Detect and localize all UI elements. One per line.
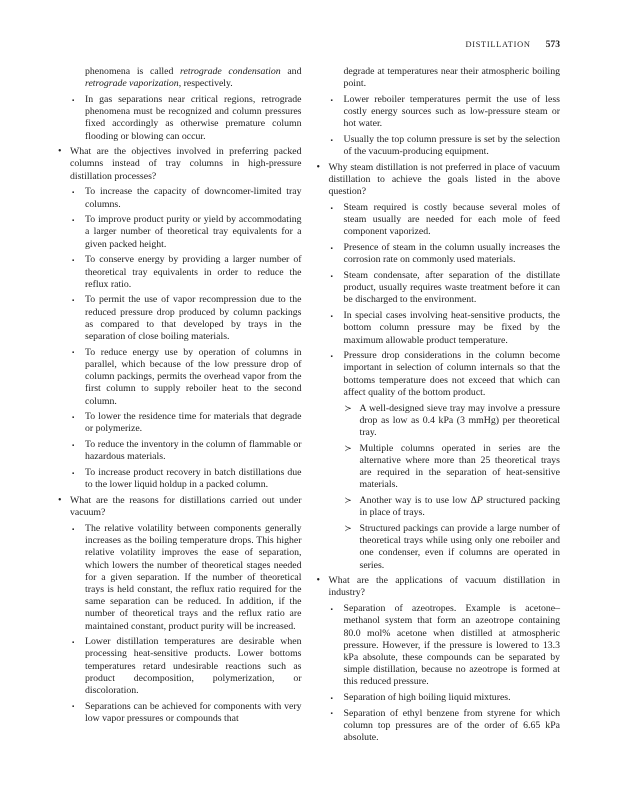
bullet-marker: ▪ xyxy=(72,216,75,224)
bullet-marker: ▪ xyxy=(330,352,333,360)
bullet-marker: ≻ xyxy=(344,496,352,506)
bullet-marker: ▪ xyxy=(330,136,333,144)
item-text: To increase product recovery in batch distillations due to the lower liquid holdup in a packed column. xyxy=(85,467,302,491)
bullet-marker: ▪ xyxy=(72,188,75,196)
bullet-marker: ▪ xyxy=(72,413,75,421)
list-item xyxy=(57,146,302,183)
list-item xyxy=(316,692,561,704)
list-item xyxy=(316,66,561,90)
bullet-marker: ▪ xyxy=(330,312,333,320)
list-item xyxy=(316,575,561,599)
list-item xyxy=(316,270,561,307)
bullet-marker: ≻ xyxy=(344,403,352,414)
item-text: To conserve energy by providing a larger number of theoretical tray equivalents in order to reduce the reflux ratio. xyxy=(85,254,302,290)
item-text: Separation of high boiling liquid mixtures. xyxy=(343,692,511,704)
list-item xyxy=(316,310,561,347)
bullet-marker: ≻ xyxy=(344,443,352,454)
bullet-marker: • xyxy=(58,495,62,506)
bullet-marker: ▪ xyxy=(330,96,333,104)
bullet-marker: ▪ xyxy=(72,703,75,711)
item-text: To reduce the inventory in the column of flammable or hazardous materials. xyxy=(85,439,302,463)
bullet-marker: ▪ xyxy=(72,525,75,533)
item-text: Separation of ethyl benzene from styrene for which column top pressures are of the order of 6.65 kPa absolute. xyxy=(343,707,560,744)
right-column xyxy=(316,66,561,744)
list-item xyxy=(316,495,561,519)
bullet-marker: ▪ xyxy=(72,256,75,264)
item-text: degrade at temperatures near their atmospheric boiling point. xyxy=(343,66,560,90)
item-text: What are the applications of vacuum distillation in industry? xyxy=(328,575,560,599)
list-item xyxy=(316,523,561,572)
item-text: To reduce energy use by operation of columns in parallel, which because of the low pressure drop of column packings, permits the overhead vapor from the first column to supply reboiler heat to the second column. xyxy=(85,346,302,407)
bullet-marker: ▪ xyxy=(72,441,75,449)
list-item xyxy=(57,636,302,697)
list-item xyxy=(316,162,561,199)
item-text: Why steam distillation is not preferred in place of vacuum distillation to achieve the goals listed in the above question? xyxy=(328,161,560,198)
list-item xyxy=(316,202,561,239)
item-text: To lower the residence time for materials that degrade or polymerize. xyxy=(85,411,302,435)
item-text: What are the reasons for distillations carried out under vacuum? xyxy=(70,495,302,519)
list-item xyxy=(57,411,302,435)
list-item xyxy=(57,495,302,519)
bullet-marker: ▪ xyxy=(330,694,333,702)
list-item xyxy=(316,708,561,745)
list-item xyxy=(57,467,302,491)
bullet-marker: ▪ xyxy=(72,349,75,357)
list-item xyxy=(316,603,561,688)
bullet-marker: ▪ xyxy=(72,297,75,305)
two-column-body xyxy=(57,66,560,744)
item-text: What are the objectives involved in preferring packed columns instead of tray columns in high-pressure distillation processes? xyxy=(70,146,302,182)
list-item xyxy=(316,94,561,131)
list-item xyxy=(57,439,302,463)
item-text: A well-designed sieve tray may involve a pressure drop as low as 0.4 kPa (3 mmHg) per theoretical tray. xyxy=(359,402,560,438)
bullet-marker: • xyxy=(316,161,321,173)
item-text: The relative volatility between components generally increases as the boiling temperature drops. This higher relative volatility improves the ease of separation, which lowers the number of theoretical stages needed for a given separation. If the number of theoretical trays is held constant, the reflux ratio required for the same separation can be reduced. In addition, if the number of theoretical trays and the reflux ratio are maintained constant, product purity will be increased. xyxy=(85,522,302,632)
item-text: To improve product purity or yield by accommodating a larger number of theoretical tray equivalents for a given packed height. xyxy=(85,214,302,250)
list-item xyxy=(57,701,302,725)
item-text: In gas separations near critical regions, retrograde phenomena must be recognized and column pressures fixed accordingly as otherwise premature column flooding or blowing can occur. xyxy=(85,93,302,142)
item-text: Steam required is costly because several moles of steam usually are needed for each mole of feed component vaporized. xyxy=(343,202,560,238)
item-text: Separation of azeotropes. Example is acetone–methanol system that form an azeotrope containing 80.0 mol% acetone when distilled at atmospheric pressure. However, if the pressure is lowered to 13.3 kPa absolute, these compounds can be separated by simple distillation, because no azeotrope is formed at this reduced pressure. xyxy=(343,603,560,688)
list-item xyxy=(57,214,302,251)
bullet-marker: ▪ xyxy=(330,605,333,613)
item-text: Pressure drop considerations in the column become important in selection of column internals so that the bottoms temperature does not exceed that which can affect quality of the bottom product. xyxy=(343,350,560,398)
item-text: Usually the top column pressure is set by the selection of the vacuum-producing equipment. xyxy=(343,134,560,158)
item-text: Steam condensate, after separation of the distillate product, usually requires waste treatment before it can be discharged to the environment. xyxy=(343,270,560,306)
bullet-marker: ▪ xyxy=(72,469,75,477)
item-text: Lower distillation temperatures are desirable when processing heat-sensitive products. Lower bottoms temperatures retard undesirable reactions such as product decomposition, polymerization, or discoloration. xyxy=(85,636,302,697)
list-item xyxy=(316,443,561,492)
bullet-marker: • xyxy=(58,146,62,158)
list-item xyxy=(57,66,302,90)
bullet-marker: ▪ xyxy=(330,710,333,718)
item-text: To increase the capacity of downcomer-limited tray columns. xyxy=(85,186,302,210)
running-head: DISTILLATION xyxy=(465,40,531,49)
page-header xyxy=(57,40,560,50)
list-item xyxy=(57,186,302,210)
item-text: Multiple columns operated in series are the alternative where more than 25 theoretical trays are required in the separation of heat-sensitive materials. xyxy=(359,442,560,491)
list-item xyxy=(57,294,302,343)
bullet-marker: ▪ xyxy=(72,638,75,646)
bullet-marker: • xyxy=(316,575,321,587)
list-item xyxy=(57,94,302,143)
list-item xyxy=(316,134,561,158)
bullet-marker: ▪ xyxy=(330,244,333,252)
list-item xyxy=(57,523,302,633)
item-text: Lower reboiler temperatures permit the use of less costly energy sources such as low-pressure steam or hot water. xyxy=(343,93,560,130)
bullet-marker: ≻ xyxy=(344,523,352,534)
item-text: To permit the use of vapor recompression due to the reduced pressure drop produced by column packings as compared to that developed by trays in the separation of close boiling materials. xyxy=(85,294,302,343)
item-text: phenomena is called retrograde condensation and retrograde vaporization, respectively. xyxy=(85,66,302,90)
item-text: In special cases involving heat-sensitive products, the bottom column pressure may be fixed by the maximum allowable product temperature. xyxy=(343,310,560,346)
page-number: 573 xyxy=(545,39,560,50)
item-text: Presence of steam in the column usually increases the corrosion rate on commonly used materials. xyxy=(343,242,560,266)
list-item xyxy=(57,254,302,291)
item-text: Separations can be achieved for components with very low vapor pressures or compounds that xyxy=(85,700,302,724)
list-item xyxy=(316,242,561,266)
list-item xyxy=(57,347,302,408)
bullet-marker: ▪ xyxy=(330,204,333,212)
bullet-marker: ▪ xyxy=(330,272,333,280)
list-item xyxy=(316,403,561,440)
item-text: Structured packings can provide a large number of theoretical trays while using only one reboiler and one condenser, even if columns are operated in series. xyxy=(359,522,560,571)
bullet-marker: ▪ xyxy=(72,96,75,104)
left-column xyxy=(57,66,302,744)
item-text: Another way is to use low ΔP structured packing in place of trays. xyxy=(359,495,560,519)
list-item xyxy=(316,350,561,399)
